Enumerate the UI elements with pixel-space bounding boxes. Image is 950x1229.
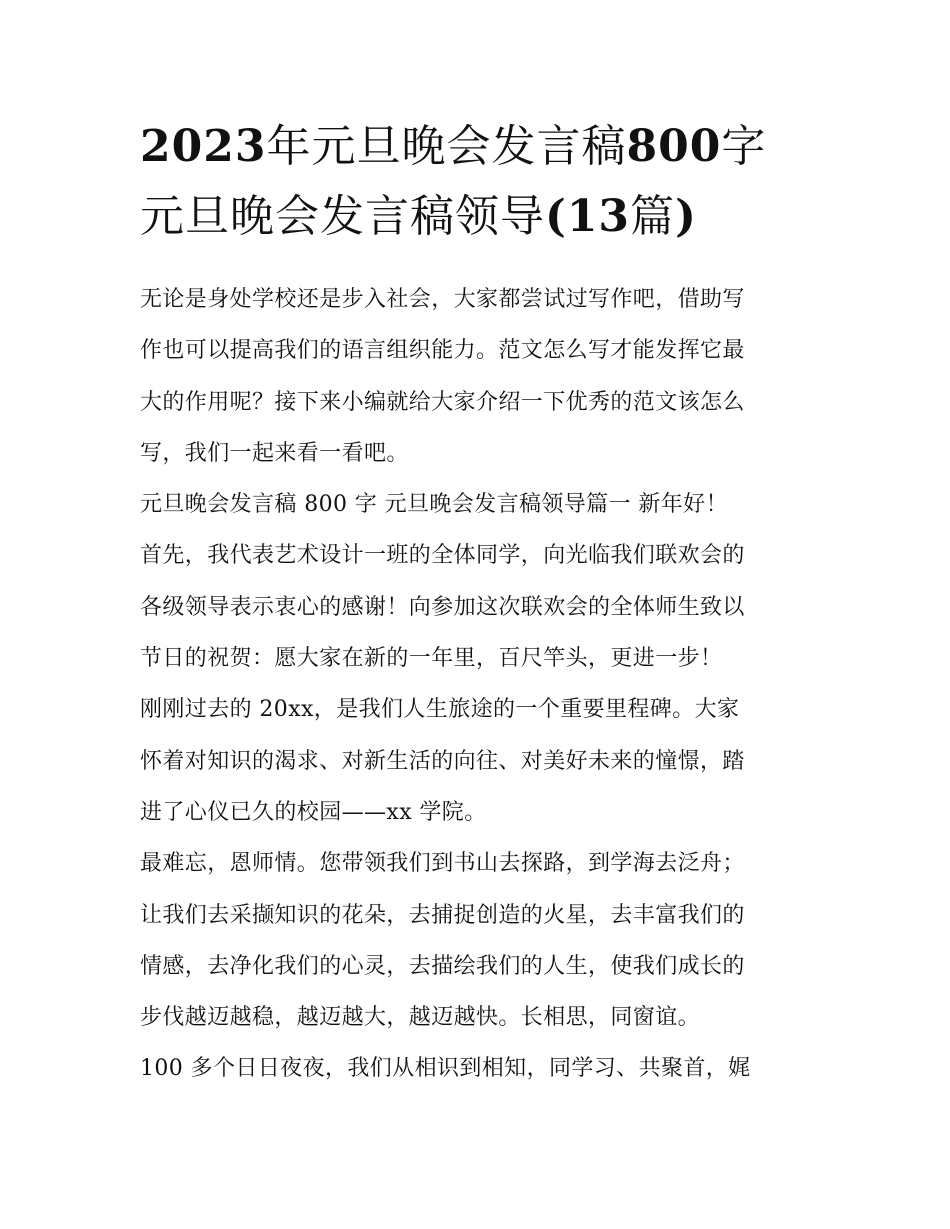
text-line: 让我们去采撷知识的花朵，去捕捉创造的火星，去丰富我们的 [140, 902, 745, 928]
title-count-open: (13 [545, 191, 631, 242]
text-line: 最难忘，恩师情。您带领我们到书山去探路，到学海去泛舟； [140, 851, 745, 877]
title-text-4: 篇 [630, 191, 676, 242]
title-text-3: 元旦晚会发言稿领导 [140, 191, 545, 242]
text-line: 各级领导表示衷心的感谢！向参加这次联欢会的全体师生致以 [140, 594, 745, 620]
title-word-count: 800 [626, 121, 722, 172]
title-text-1: 年元旦晚会发言稿 [266, 121, 627, 172]
text-line: 情感，去净化我们的心灵，去描绘我们的人生，使我们成长的 [140, 953, 745, 979]
text-line: 作也可以提高我们的语言组织能力。范文怎么写才能发挥它最 [140, 338, 745, 364]
text-line: 写，我们一起来看一看吧。 [140, 440, 409, 466]
text-line: 100 多个日日夜夜，我们从相识到相知，同学习、共聚首，娓 [140, 1056, 751, 1082]
title-line-2 [140, 182, 820, 252]
text-line: 进了心仪已久的校园——xx 学院。 [140, 799, 487, 825]
text-line: 大的作用呢？接下来小编就给大家介绍一下优秀的范文该怎么 [140, 389, 745, 415]
text-line: 首先，我代表艺术设计一班的全体同学，向光临我们联欢会的 [140, 543, 745, 569]
title-text-2: 字 [721, 121, 767, 172]
text-line: 步伐越迈越稳，越迈越大，越迈越快。长相思，同窗谊。 [140, 1005, 701, 1031]
title-count-close: ) [675, 191, 697, 242]
text-line: 刚刚过去的 20xx，是我们人生旅途的一个重要里程碑。大家 [140, 697, 740, 723]
text-line: 怀着对知识的渴求、对新生活的向往、对美好未来的憧憬，踏 [140, 748, 745, 774]
document-body [140, 282, 820, 1103]
section-heading: 元旦晚会发言稿 800 字 元旦晚会发言稿领导篇一 新年好！ [140, 492, 728, 518]
title-year: 2023 [140, 121, 267, 172]
text-line: 无论是身处学校还是步入社会，大家都尝试过写作吧，借助写 [140, 287, 745, 312]
document-title [140, 112, 820, 252]
title-line-1 [140, 112, 820, 182]
text-line: 节日的祝贺：愿大家在新的一年里，百尺竿头，更进一步！ [140, 646, 723, 672]
